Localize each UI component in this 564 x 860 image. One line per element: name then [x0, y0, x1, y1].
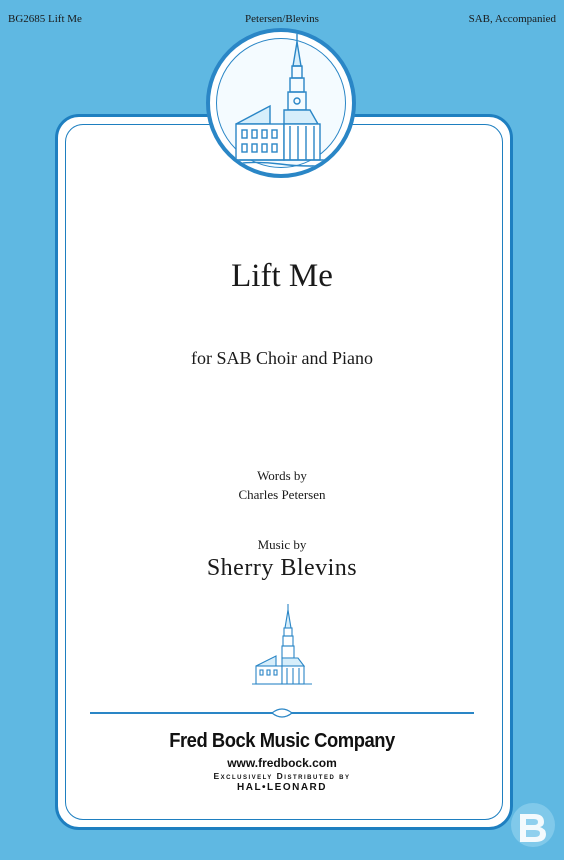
ornament-icon: [270, 705, 294, 721]
header-voicing: SAB, Accompanied: [468, 13, 556, 25]
church-icon: [250, 604, 314, 688]
publisher-website: www.fredbock.com: [227, 756, 337, 770]
distribution-label: Exclusively Distributed by: [213, 771, 351, 781]
church-illustration-icon: [210, 32, 352, 174]
fred-bock-logo-icon: [508, 800, 558, 850]
music-by-label: Music by: [257, 537, 307, 552]
distributor-name: HAL•LEONARD: [237, 782, 327, 793]
composer-name: Sherry Blevins: [206, 555, 358, 581]
publisher-name: Fred Bock Music Company: [169, 730, 395, 752]
header-authors: Petersen/Blevins: [245, 13, 319, 25]
song-title: Lift Me: [231, 258, 333, 294]
church-medallion: [206, 28, 356, 178]
lyricist-name: Charles Petersen: [238, 487, 326, 502]
catalog-number: BG2685 Lift Me: [8, 13, 82, 25]
voicing-subtitle: for SAB Choir and Piano: [191, 348, 373, 368]
words-by-label: Words by: [257, 468, 307, 483]
